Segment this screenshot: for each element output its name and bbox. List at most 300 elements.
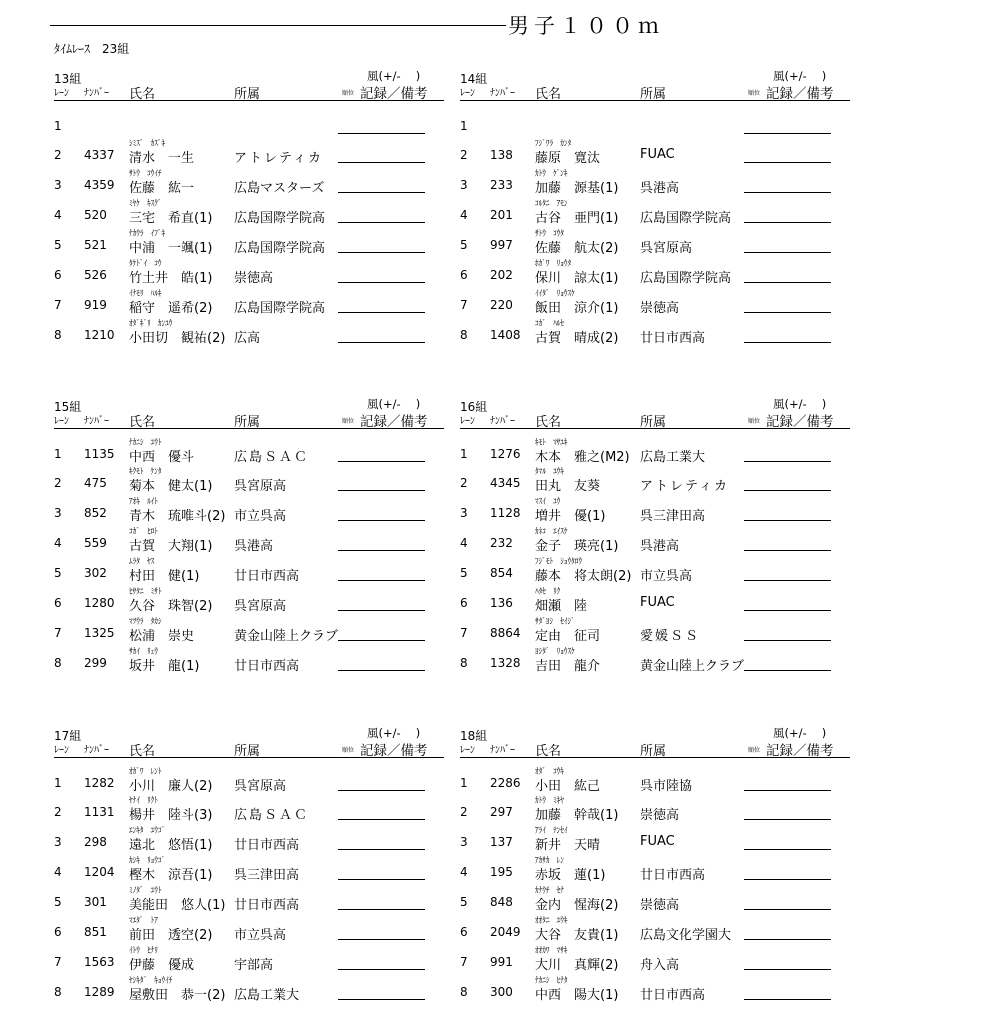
affiliation: 崇徳高: [640, 898, 680, 913]
header-record: 記録／備考: [360, 414, 428, 430]
bib-number: 1289: [84, 985, 115, 999]
bib-number: 4337: [84, 148, 115, 162]
column-header: [54, 740, 444, 758]
athlete-name: 伊藤 優成: [129, 958, 195, 973]
affiliation: 市立呉高: [234, 509, 287, 524]
column-header: [54, 83, 444, 101]
athlete-row: [54, 492, 444, 522]
header-number: ﾅﾝﾊﾞｰ: [84, 745, 109, 756]
record-blank-line: [744, 969, 831, 970]
affiliation: 広島文化学園大: [640, 928, 732, 943]
lane-number: 5: [460, 238, 468, 252]
lane-number: 5: [460, 566, 468, 580]
athlete-row: [54, 762, 444, 792]
athlete-row: [54, 522, 444, 552]
record-blank-line: [744, 222, 831, 223]
lane-number: 3: [460, 506, 468, 520]
name-kana: ｺﾙﾀﾆ ｱﾓﾝ: [535, 199, 568, 209]
athlete-row: [54, 224, 444, 254]
name-kana: ﾅｶｳﾗ ｲﾌﾞｷ: [129, 229, 166, 239]
name-kana: ｷｸﾓﾄ ｹﾝﾀ: [129, 467, 162, 477]
affiliation: 廿日市西高: [234, 659, 300, 674]
group-label: 15組: [54, 400, 82, 414]
header-lane: ﾚｰﾝ: [460, 745, 475, 756]
header-affiliation: 所属: [234, 415, 261, 430]
lane-number: 2: [54, 476, 62, 490]
athlete-name: 藤原 寛汰: [535, 151, 601, 166]
header-rank: 順位: [342, 90, 355, 97]
record-blank-line: [744, 342, 831, 343]
lane-number: 3: [460, 178, 468, 192]
affiliation: 広島工業大: [640, 450, 706, 465]
record-blank-line: [338, 879, 425, 880]
record-blank-line: [338, 939, 425, 940]
column-header: [460, 83, 850, 101]
record-blank-line: [338, 342, 425, 343]
heat-group: [54, 70, 444, 350]
record-blank-line: [338, 969, 425, 970]
athlete-row: [460, 762, 850, 792]
bib-number: 1210: [84, 328, 115, 342]
lane-number: 2: [460, 148, 468, 162]
bib-number: 137: [490, 835, 513, 849]
bib-number: 220: [490, 298, 513, 312]
name-kana: ﾊﾀｾ ﾘｸ: [535, 587, 561, 597]
record-blank-line: [744, 640, 831, 641]
record-blank-line: [744, 282, 831, 283]
lane-number: 5: [54, 566, 62, 580]
header-lane: ﾚｰﾝ: [54, 416, 69, 427]
name-kana: ﾑﾗﾀ ﾔｽ: [129, 557, 155, 567]
athlete-name: 金内 惺海(2): [535, 898, 619, 913]
athlete-row: [460, 821, 850, 851]
athlete-row: [460, 552, 850, 582]
athlete-name: 木本 雅之(M2): [535, 450, 630, 465]
record-blank-line: [744, 849, 831, 850]
header-lane: ﾚｰﾝ: [54, 745, 69, 756]
athlete-name: 中浦 一颯(1): [129, 241, 213, 256]
record-blank-line: [744, 670, 831, 671]
name-kana: ｱﾗｲ ﾃﾝｾｲ: [535, 826, 568, 836]
athlete-name: 畑瀬 陸: [535, 599, 588, 614]
athlete-name: 松浦 崇史: [129, 629, 195, 644]
header-lane: ﾚｰﾝ: [460, 88, 475, 99]
name-kana: ﾅｶﾆｼ ﾕｳﾄ: [129, 438, 162, 448]
record-blank-line: [744, 909, 831, 910]
record-blank-line: [744, 610, 831, 611]
record-blank-line: [744, 999, 831, 1000]
athlete-name: 佐藤 航太(2): [535, 241, 619, 256]
lane-number: 3: [54, 178, 62, 192]
affiliation: 広島ＳＡＣ: [234, 808, 310, 823]
header-name: 氏名: [535, 415, 562, 430]
header-number: ﾅﾝﾊﾞｰ: [84, 88, 109, 99]
athlete-name: 菊本 健太(1): [129, 479, 213, 494]
lane-number: 7: [460, 298, 468, 312]
affiliation: 宇部高: [234, 958, 274, 973]
group-label: 14組: [460, 72, 488, 86]
heat-group: [460, 727, 850, 1007]
name-kana: ｵｵｶﾜ ﾏｻｷ: [535, 946, 568, 956]
header-record: 記録／備考: [360, 86, 428, 102]
bib-number: 1280: [84, 596, 115, 610]
affiliation: FUAC: [640, 147, 675, 162]
affiliation: 呉宮原高: [234, 599, 287, 614]
athlete-name: 村田 健(1): [129, 569, 200, 584]
header-rank: 順位: [748, 90, 761, 97]
affiliation: 広島国際学院高: [640, 271, 732, 286]
name-kana: ﾏｴﾀﾞ ﾄｱ: [129, 916, 158, 926]
header-rank: 順位: [748, 418, 761, 425]
bib-number: 852: [84, 506, 107, 520]
affiliation: 広島マスターズ: [234, 181, 325, 196]
affiliation: 廿日市西高: [640, 868, 706, 883]
bib-number: 1131: [84, 805, 115, 819]
name-kana: ｺｶﾞ ﾋﾛﾄ: [129, 527, 158, 537]
name-kana: ﾋｻﾀﾆ ﾐｻﾄ: [129, 587, 162, 597]
athlete-row: [54, 971, 444, 1001]
header-affiliation: 所属: [640, 744, 667, 759]
record-blank-line: [338, 192, 425, 193]
athlete-row: [54, 433, 444, 463]
header-record: 記録／備考: [766, 86, 834, 102]
header-lane: ﾚｰﾝ: [460, 416, 475, 427]
wind-label: 風(+/- ): [367, 726, 421, 740]
bib-number: 8864: [490, 626, 521, 640]
athlete-name: 田丸 友葵: [535, 479, 601, 494]
athlete-name: 中西 陽大(1): [535, 988, 619, 1003]
athlete-row: [460, 911, 850, 941]
name-kana: ｺｶﾞ ﾊﾙｾ: [535, 319, 564, 329]
athlete-name: 清水 一生: [129, 151, 195, 166]
record-blank-line: [338, 490, 425, 491]
lane-number: 1: [460, 776, 468, 790]
athlete-name: 赤坂 蓮(1): [535, 868, 606, 883]
bib-number: 854: [490, 566, 513, 580]
header-name: 氏名: [129, 744, 156, 759]
lane-number: 5: [54, 895, 62, 909]
athlete-row: [460, 492, 850, 522]
lane-number: 1: [460, 119, 468, 133]
wind-label: 風(+/- ): [773, 69, 827, 83]
lane-number: 3: [54, 835, 62, 849]
bib-number: 475: [84, 476, 107, 490]
wind-label: 風(+/- ): [773, 726, 827, 740]
wind-label: 風(+/- ): [367, 397, 421, 411]
bib-number: 302: [84, 566, 107, 580]
affiliation: 呉港高: [640, 181, 680, 196]
lane-number: 2: [54, 148, 62, 162]
athlete-row: [460, 881, 850, 911]
bib-number: 1563: [84, 955, 115, 969]
affiliation: 広島国際学院高: [640, 211, 732, 226]
bib-number: 559: [84, 536, 107, 550]
bib-number: 301: [84, 895, 107, 909]
affiliation: 崇徳高: [640, 808, 680, 823]
affiliation: FUAC: [640, 834, 675, 849]
name-kana: ﾔﾅｲ ﾘｸﾄ: [129, 796, 158, 806]
page-title: 男子１００ｍ: [508, 14, 664, 38]
bib-number: 202: [490, 268, 513, 282]
page-subtitle: ﾀｲﾑﾚｰｽ 23組: [54, 42, 130, 56]
record-blank-line: [744, 520, 831, 521]
affiliation: 廿日市西高: [234, 569, 300, 584]
name-kana: ﾐﾉﾀﾞ ﾕｳﾄ: [129, 886, 162, 896]
affiliation: 広島国際学院高: [234, 211, 326, 226]
affiliation: アトレティカ: [234, 151, 323, 166]
lane-number: 5: [54, 238, 62, 252]
wind-label: 風(+/- ): [367, 69, 421, 83]
bib-number: 138: [490, 148, 513, 162]
record-blank-line: [744, 819, 831, 820]
name-kana: ﾀｹﾄﾞｲ ｺｳ: [129, 259, 162, 269]
record-blank-line: [338, 520, 425, 521]
bib-number: 232: [490, 536, 513, 550]
affiliation: 呉港高: [640, 539, 680, 554]
athlete-name: 遠北 悠悟(1): [129, 838, 213, 853]
lane-number: 1: [460, 447, 468, 461]
athlete-name: 稲守 遥希(2): [129, 301, 213, 316]
athlete-row: [460, 941, 850, 971]
affiliation: 広島国際学院高: [234, 301, 326, 316]
athlete-name: 樫木 涼吾(1): [129, 868, 213, 883]
affiliation: 呉三津田高: [640, 509, 706, 524]
athlete-name: 飯田 涼介(1): [535, 301, 619, 316]
header-affiliation: 所属: [234, 87, 261, 102]
affiliation: 広島工業大: [234, 988, 300, 1003]
athlete-row: [54, 284, 444, 314]
athlete-name: 藤本 将太朗(2): [535, 569, 632, 584]
name-kana: ﾔｼｷﾀﾞ ｷｮｳｲﾁ: [129, 976, 173, 986]
header-number: ﾅﾝﾊﾞｰ: [490, 745, 515, 756]
lane-number: 6: [460, 925, 468, 939]
header-affiliation: 所属: [640, 87, 667, 102]
lane-number: 2: [460, 805, 468, 819]
bib-number: 2286: [490, 776, 521, 790]
athlete-row: [460, 522, 850, 552]
bib-number: 298: [84, 835, 107, 849]
group-label: 17組: [54, 729, 82, 743]
affiliation: 市立呉高: [234, 928, 287, 943]
bib-number: 526: [84, 268, 107, 282]
affiliation: 呉宮原高: [640, 241, 693, 256]
athlete-row: [460, 314, 850, 344]
affiliation: 黄金山陸上クラブ: [640, 659, 744, 674]
lane-number: 4: [54, 865, 62, 879]
record-blank-line: [744, 192, 831, 193]
athlete-row: [460, 284, 850, 314]
title-rule: [50, 25, 506, 26]
header-number: ﾅﾝﾊﾞｰ: [84, 416, 109, 427]
bib-number: 1276: [490, 447, 521, 461]
bib-number: 299: [84, 656, 107, 670]
heat-group: [54, 398, 444, 678]
name-kana: ｲﾄｳ ﾋﾅﾘ: [129, 946, 158, 956]
athlete-name: 定由 征司: [535, 629, 601, 644]
lane-number: 4: [54, 208, 62, 222]
lane-number: 6: [54, 596, 62, 610]
record-blank-line: [338, 312, 425, 313]
name-kana: ｶﾄｳ ﾐｷﾔ: [535, 796, 564, 806]
athlete-name: 美能田 悠人(1): [129, 898, 226, 913]
heat-group: [54, 727, 444, 1007]
affiliation: 広高: [234, 331, 261, 346]
record-blank-line: [338, 819, 425, 820]
name-kana: ﾌｼﾞﾜﾗ ｶﾝﾀ: [535, 139, 572, 149]
lane-number: 8: [54, 328, 62, 342]
name-kana: ｷﾓﾄ ﾏｻﾕｷ: [535, 438, 568, 448]
lane-number: 8: [54, 985, 62, 999]
lane-number: 6: [460, 268, 468, 282]
lane-number: 7: [460, 955, 468, 969]
record-blank-line: [338, 222, 425, 223]
affiliation: 舟入高: [640, 958, 680, 973]
record-blank-line: [338, 162, 425, 163]
name-kana: ｻﾄｳ ｺｳﾀ: [535, 229, 564, 239]
header-name: 氏名: [129, 415, 156, 430]
athlete-row: [54, 612, 444, 642]
name-kana: ｼﾐｽﾞ ｶｽﾞｷ: [129, 139, 166, 149]
bib-number: 521: [84, 238, 107, 252]
athlete-name: 久谷 珠智(2): [129, 599, 213, 614]
header-rank: 順位: [342, 747, 355, 754]
athlete-name: 加藤 源基(1): [535, 181, 619, 196]
lane-number: 2: [54, 805, 62, 819]
group-label: 13組: [54, 72, 82, 86]
affiliation: 広島国際学院高: [234, 241, 326, 256]
athlete-name: 古賀 晴成(2): [535, 331, 619, 346]
bib-number: 1325: [84, 626, 115, 640]
bib-number: 919: [84, 298, 107, 312]
athlete-name: 竹土井 皓(1): [129, 271, 213, 286]
lane-number: 1: [54, 119, 62, 133]
athlete-row: [54, 134, 444, 164]
name-kana: ｴﾝｷﾀ ﾕｳｺﾞ: [129, 826, 166, 836]
athlete-name: 屋敷田 恭一(2): [129, 988, 226, 1003]
affiliation: 崇徳高: [640, 301, 680, 316]
bib-number: 297: [490, 805, 513, 819]
lane-number: 4: [460, 865, 468, 879]
name-kana: ｶｼｷ ﾘｮｳｺﾞ: [129, 856, 166, 866]
name-kana: ﾏｽｲ ﾕｳ: [535, 497, 561, 507]
record-blank-line: [338, 999, 425, 1000]
athlete-row: [54, 314, 444, 344]
name-kana: ﾖｼﾀﾞ ﾘｮｳｽｹ: [535, 647, 575, 657]
name-kana: ﾅｶﾆｼ ﾋﾅﾀ: [535, 976, 568, 986]
athlete-row: [460, 642, 850, 672]
name-kana: ｱｵｷ ﾙｲﾄ: [129, 497, 158, 507]
record-blank-line: [338, 252, 425, 253]
lane-number: 5: [460, 895, 468, 909]
bib-number: 520: [84, 208, 107, 222]
name-kana: ｶﾅｳﾁ ｾﾅ: [535, 886, 564, 896]
athlete-name: 小田 紘己: [535, 779, 601, 794]
athlete-row: [54, 821, 444, 851]
record-blank-line: [338, 849, 425, 850]
athlete-name: 新井 天晴: [535, 838, 601, 853]
lane-number: 7: [460, 626, 468, 640]
athlete-name: 金子 瑛亮(1): [535, 539, 619, 554]
affiliation: FUAC: [640, 595, 675, 610]
athlete-name: 青木 琉唯斗(2): [129, 509, 226, 524]
athlete-name: 保川 諒太(1): [535, 271, 619, 286]
affiliation: 崇徳高: [234, 271, 274, 286]
record-blank-line: [744, 939, 831, 940]
header-number: ﾅﾝﾊﾞｰ: [490, 416, 515, 427]
heat-group: [460, 398, 850, 678]
affiliation: 呉宮原高: [234, 779, 287, 794]
record-blank-line: [338, 640, 425, 641]
column-header: [54, 411, 444, 429]
name-kana: ｻﾄｳ ｺｳｲﾁ: [129, 169, 162, 179]
header-rank: 順位: [342, 418, 355, 425]
athlete-name: 大谷 友貴(1): [535, 928, 619, 943]
lane-number: 8: [460, 985, 468, 999]
athlete-row: [54, 911, 444, 941]
name-kana: ﾐﾔｹ ｷｽｸﾞ: [129, 199, 162, 209]
affiliation: 呉三津田高: [234, 868, 300, 883]
lane-number: 7: [54, 626, 62, 640]
column-header: [460, 411, 850, 429]
lane-number: 8: [54, 656, 62, 670]
athlete-row: [54, 582, 444, 612]
affiliation: 廿日市西高: [234, 838, 300, 853]
lane-number: 3: [54, 506, 62, 520]
athlete-row: [54, 881, 444, 911]
name-kana: ｲﾅﾓﾘ ﾊﾙｷ: [129, 289, 162, 299]
name-kana: ｶﾄｳ ｹﾞﾝｷ: [535, 169, 568, 179]
name-kana: ｵﾀﾞｷﾞﾘ ｶﾝﾕｳ: [129, 319, 173, 329]
record-blank-line: [744, 580, 831, 581]
header-name: 氏名: [129, 87, 156, 102]
record-blank-line: [744, 550, 831, 551]
athlete-row: [54, 164, 444, 194]
athlete-row: [460, 164, 850, 194]
lane-number: 6: [54, 925, 62, 939]
header-name: 氏名: [535, 87, 562, 102]
lane-number: 7: [54, 955, 62, 969]
name-kana: ﾀﾏﾙ ﾕｳｷ: [535, 467, 564, 477]
name-kana: ｵﾀﾞ ｺｳｷ: [535, 767, 564, 777]
athlete-row: [54, 791, 444, 821]
athlete-name: 古賀 大翔(1): [129, 539, 213, 554]
record-blank-line: [744, 252, 831, 253]
athlete-name: 小田切 観祐(2): [129, 331, 226, 346]
header-record: 記録／備考: [766, 414, 834, 430]
athlete-row: [460, 851, 850, 881]
bib-number: 201: [490, 208, 513, 222]
record-blank-line: [338, 909, 425, 910]
header-lane: ﾚｰﾝ: [54, 88, 69, 99]
bib-number: 1135: [84, 447, 115, 461]
name-kana: ﾏﾂｳﾗ ﾀｶｼ: [129, 617, 162, 627]
lane-number: 7: [54, 298, 62, 312]
heat-group: [460, 70, 850, 350]
record-blank-line: [338, 282, 425, 283]
record-blank-line: [338, 550, 425, 551]
bib-number: 2049: [490, 925, 521, 939]
athlete-name: 前田 透空(2): [129, 928, 213, 943]
athlete-row: [460, 254, 850, 284]
athlete-row: [460, 971, 850, 1001]
athlete-row: [54, 941, 444, 971]
athlete-row: [54, 851, 444, 881]
affiliation: 廿日市西高: [234, 898, 300, 913]
athlete-name: 坂井 龍(1): [129, 659, 200, 674]
bib-number: 1204: [84, 865, 115, 879]
affiliation: 廿日市西高: [640, 331, 706, 346]
bib-number: 4359: [84, 178, 115, 192]
